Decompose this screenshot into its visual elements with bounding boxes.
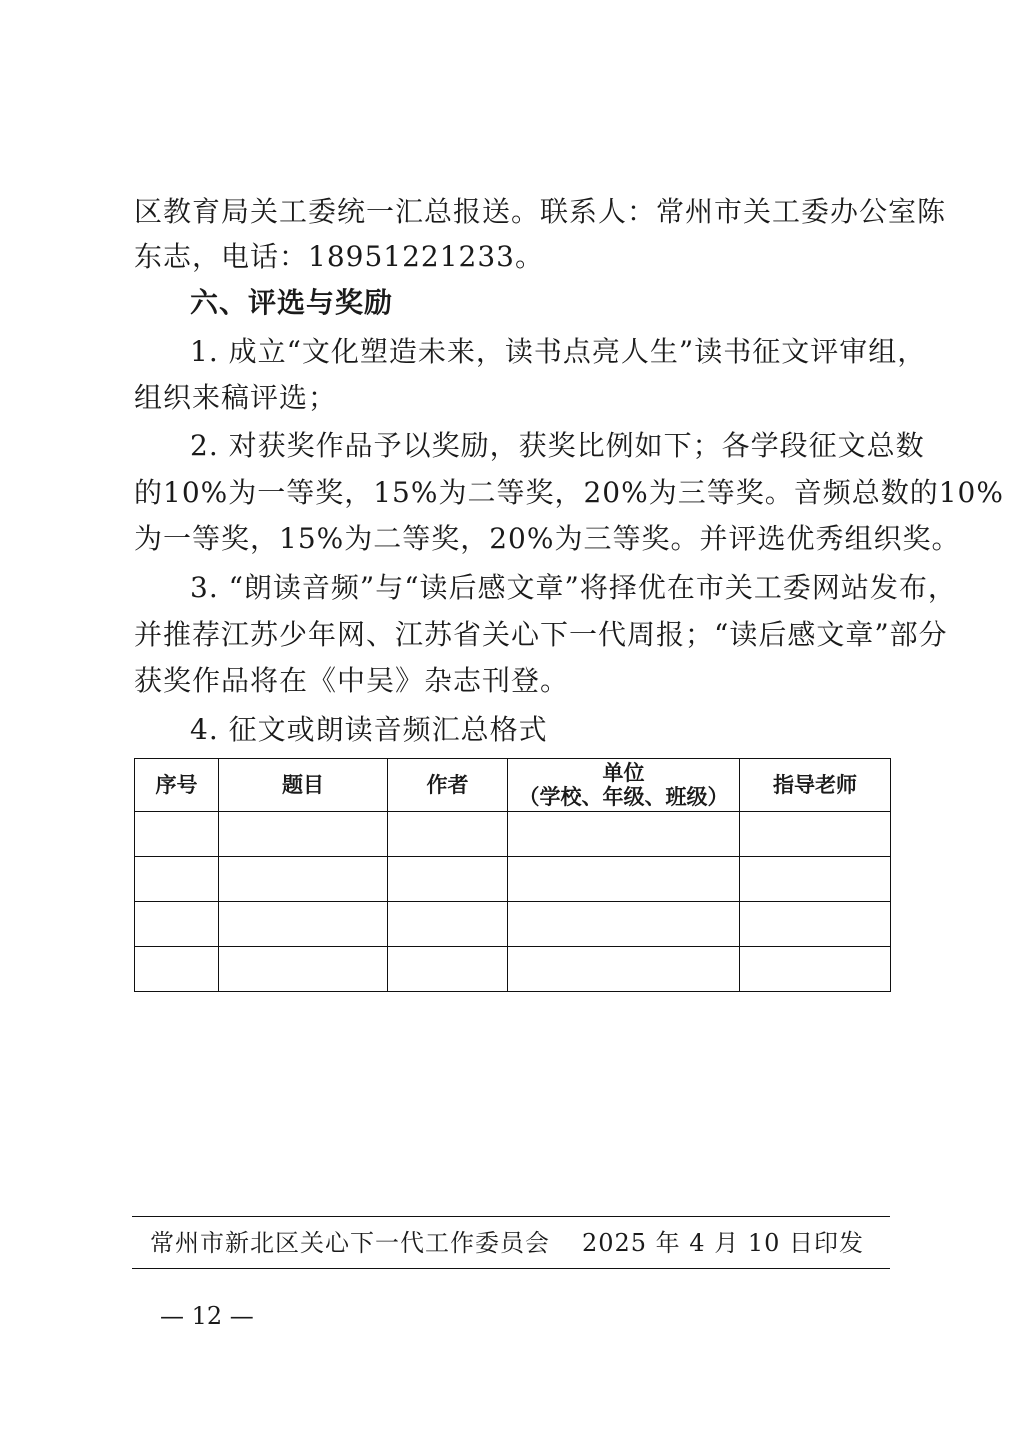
table-row: [135, 902, 891, 947]
table-cell: [219, 812, 388, 857]
header-teacher: 指导老师: [740, 759, 891, 812]
table-cell: [219, 947, 388, 992]
table-row: [135, 857, 891, 902]
section-heading: 六、评选与奖励: [190, 286, 394, 319]
footer-top-rule: [132, 1216, 890, 1217]
header-index: 序号: [135, 759, 219, 812]
table-cell: [740, 902, 891, 947]
list-item-2-line: 2. 对获奖作品予以奖励，获奖比例如下；各学段征文总数: [190, 429, 925, 462]
paragraph-line: 东志，电话：18951221233。: [134, 240, 544, 273]
table-cell: [388, 812, 508, 857]
table-cell: [508, 947, 740, 992]
header-title: 题目: [219, 759, 388, 812]
list-item-3-line: 并推荐江苏少年网、江苏省关心下一代周报；“读后感文章”部分: [134, 618, 948, 651]
table-cell: [135, 902, 219, 947]
table-cell: [219, 857, 388, 902]
list-item-2-line: 的10%为一等奖，15%为二等奖，20%为三等奖。音频总数的10%: [134, 476, 1004, 509]
list-item-3-line: 3. “朗读音频”与“读后感文章”将择优在市关工委网站发布，: [190, 571, 957, 604]
table-cell: [508, 857, 740, 902]
header-unit: [508, 759, 740, 812]
footer-date: 2025 年 4 月 10 日印发: [581, 1229, 864, 1257]
list-item-1-line: 1. 成立“文化塑造未来，读书点亮人生”读书征文评审组，: [190, 335, 927, 368]
header-author: 作者: [388, 759, 508, 812]
table-cell: [388, 947, 508, 992]
table-cell: [508, 902, 740, 947]
table-cell: [740, 857, 891, 902]
list-item-3-line: 获奖作品将在《中吴》杂志刊登。: [134, 664, 570, 697]
table-cell: [388, 857, 508, 902]
table-cell: [219, 902, 388, 947]
table-cell: [388, 902, 508, 947]
table-cell: [508, 812, 740, 857]
header-unit-main: 单位: [602, 761, 645, 785]
header-unit-sub: （学校、年级、班级）: [518, 785, 729, 809]
list-item-1-line: 组织来稿评选；: [134, 381, 338, 414]
submission-summary-table: [134, 758, 891, 992]
page-number: — 12 —: [160, 1302, 254, 1330]
table-cell: [135, 812, 219, 857]
table-cell: [740, 947, 891, 992]
footer-issuer: 常州市新北区关心下一代工作委员会: [150, 1229, 550, 1257]
table-row: [135, 812, 891, 857]
table-cell: [135, 857, 219, 902]
paragraph-line: 区教育局关工委统一汇总报送。联系人：常州市关工委办公室陈: [134, 195, 947, 228]
table-header-row: [135, 759, 891, 812]
table-cell: [740, 812, 891, 857]
footer-bottom-rule: [132, 1268, 890, 1269]
list-item-2-line: 为一等奖，15%为二等奖，20%为三等奖。并评选优秀组织奖。: [134, 522, 961, 555]
table-cell: [135, 947, 219, 992]
table-row: [135, 947, 891, 992]
list-item-4-line: 4. 征文或朗读音频汇总格式: [190, 713, 548, 746]
